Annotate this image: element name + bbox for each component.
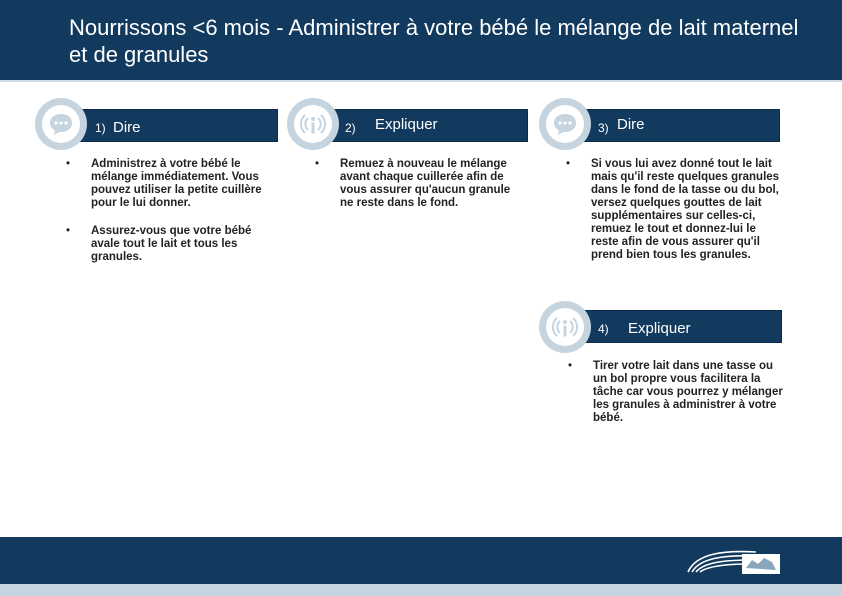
step-2-label: Expliquer	[375, 116, 438, 133]
speech-bubble-icon	[42, 105, 80, 143]
step-3-label: Dire	[617, 116, 645, 133]
step-2-number: 2)	[345, 121, 356, 135]
step-1-label: Dire	[113, 119, 141, 136]
info-signal-icon	[294, 105, 332, 143]
step-4-bar	[560, 310, 782, 343]
footer-strip	[0, 584, 842, 596]
list-item	[66, 158, 281, 210]
bullet: •	[66, 158, 71, 170]
step-1-bar	[56, 109, 278, 142]
step-4-list	[568, 360, 783, 440]
list-item-text: Administrez à votre bébé le mélange immédiatement. Vous pouvez utiliser la petite cuillère pour le lui donner.	[91, 158, 262, 209]
step-3-bar	[560, 109, 780, 142]
bullet: •	[315, 158, 320, 170]
list-item	[66, 225, 281, 264]
speech-bubble-icon	[546, 105, 584, 143]
info-signal-icon	[546, 308, 584, 346]
bullet: •	[66, 225, 71, 237]
footer-banner	[0, 537, 842, 584]
list-item-text: Remuez à nouveau le mélange avant chaque cuillerée afin de vous assurer qu'aucun granule ne reste dans le fond.	[340, 158, 511, 209]
bullet: •	[566, 158, 571, 170]
bullet: •	[568, 360, 573, 372]
step-3-list	[566, 158, 781, 277]
page-title: Nourrissons <6 mois - Administrer à votre bébé le mélange de lait maternel et de granules	[69, 15, 799, 67]
step-4-label: Expliquer	[628, 320, 691, 337]
list-item	[315, 158, 525, 210]
step-1-icon-badge	[35, 98, 87, 150]
step-4-icon-badge	[539, 301, 591, 353]
step-3-icon-badge	[539, 98, 591, 150]
step-3-number: 3)	[598, 121, 609, 135]
list-item	[568, 360, 783, 425]
step-2-icon-badge	[287, 98, 339, 150]
step-1-list	[66, 158, 281, 279]
header-banner	[0, 0, 842, 82]
step-2-bar	[306, 109, 528, 142]
list-item-text: Tirer votre lait dans une tasse ou un bol propre vous facilitera la tâche car vous pourrez y mélanger les granules à administrer à votre bébé.	[593, 360, 783, 424]
list-item-text: Si vous lui avez donné tout le lait mais qu'il reste quelques granules dans le fond de la tasse ou du bol, versez quelques gouttes de lait supplémentaires sur celles-ci, remuez le tout et donnez-lui le reste afin de vous assurer qu'il prend bien tous les granules.	[591, 158, 780, 261]
european-stars-logo	[682, 546, 782, 576]
step-4-number: 4)	[598, 322, 609, 336]
step-1-number: 1)	[95, 121, 106, 135]
list-item	[566, 158, 781, 262]
step-2-list	[315, 158, 525, 225]
list-item-text: Assurez-vous que votre bébé avale tout le lait et tous les granules.	[91, 225, 252, 263]
